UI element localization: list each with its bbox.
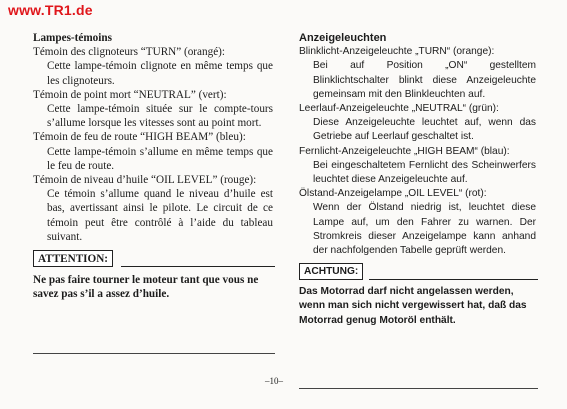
french-item-heading: Témoin des clignoteurs “TURN” (orangé):	[33, 46, 225, 59]
german-item-heading: Blinklicht-Anzeigeleuchte „TURN“ (orange):	[299, 46, 495, 58]
german-attention-text: Das Motorrad darf nicht angelassen werden, wenn man sich nicht vergewissert hat, daß das Motorrad genug Motoröl enthält.	[299, 286, 527, 326]
french-item-heading: Témoin de point mort “NEUTRAL” (vert):	[33, 88, 227, 101]
german-bottom-rule	[299, 388, 538, 389]
german-item-heading: Leerlauf-Anzeigeleuchte „NEUTRAL“ (grün):	[299, 103, 499, 115]
french-item-neutral	[33, 88, 273, 131]
german-item-oil-level	[299, 187, 536, 258]
german-item-body: Bei eingeschaltetem Fernlicht des Scheinwerfers leuchtet diese Anzeigeleuchte auf.	[313, 159, 536, 186]
french-attention-header	[33, 250, 273, 270]
german-item-high-beam	[299, 145, 536, 188]
french-item-body: Ce témoin s’allume quand le niveau d’huile est bas, avertissant ainsi le pilote. Le circuit de ce témoin peut être contrôlé à l’aide du tableau suivant.	[47, 188, 273, 243]
german-item-body: Bei auf Position „ON“ gestelltem Blinklichtschalter blinkt diese Anzeigeleuchte gemeinsam mit den Blinkleuchten auf.	[313, 60, 536, 100]
french-item-body: Cette lampe-témoin clignote en même temps que les clignoteurs.	[47, 60, 273, 87]
french-item-turn	[33, 45, 273, 88]
french-column	[33, 31, 273, 301]
french-item-heading: Témoin de niveau d’huile “OIL LEVEL” (rouge):	[33, 174, 257, 187]
site-url[interactable]: www.TR1.de	[8, 2, 93, 18]
german-item-heading: Ölstand-Anzeigelampe „OIL LEVEL“ (rot):	[299, 188, 487, 200]
german-title: Anzeigeleuchten	[299, 32, 387, 44]
french-attention-label: ATTENTION:	[33, 250, 113, 267]
attention-rule	[369, 279, 538, 280]
german-item-heading: Fernlicht-Anzeigeleuchte „HIGH BEAM“ (blau):	[299, 145, 510, 157]
page-number: –10–	[265, 376, 283, 386]
french-title: Lampes-témoins	[33, 32, 112, 44]
french-attention-text: Ne pas faire tourner le moteur tant que vous ne savez pas s’il a assez d’huile.	[33, 274, 259, 301]
german-attention-label: ACHTUNG:	[299, 263, 363, 280]
german-item-body: Wenn der Ölstand niedrig ist, leuchtet diese Lampe auf, um den Fahrer zu warnen. Der Stromkreis dieser Anzeigelampe kann anhand der nachfolgenden Tabelle geprüft werden.	[313, 202, 536, 257]
french-item-body: Cette lampe-témoin s’allume en même temps que le feu de route.	[47, 145, 273, 172]
french-bottom-rule	[33, 353, 275, 354]
german-item-body: Diese Anzeigeleuchte leuchtet auf, wenn das Getriebe auf Leerlauf geschaltet ist.	[313, 117, 536, 143]
attention-rule	[121, 266, 275, 267]
german-item-neutral	[299, 102, 536, 145]
french-item-oil-level	[33, 173, 273, 244]
french-item-high-beam	[33, 130, 273, 173]
french-item-body: Cette lampe-témoin située sur le compte-tours s’allume lorsque les vitesses sont au point mort.	[47, 103, 273, 130]
german-column	[299, 31, 536, 328]
german-attention-header	[299, 263, 536, 283]
german-item-turn	[299, 45, 536, 102]
french-item-heading: Témoin de feu de route “HIGH BEAM” (bleu):	[33, 131, 246, 144]
